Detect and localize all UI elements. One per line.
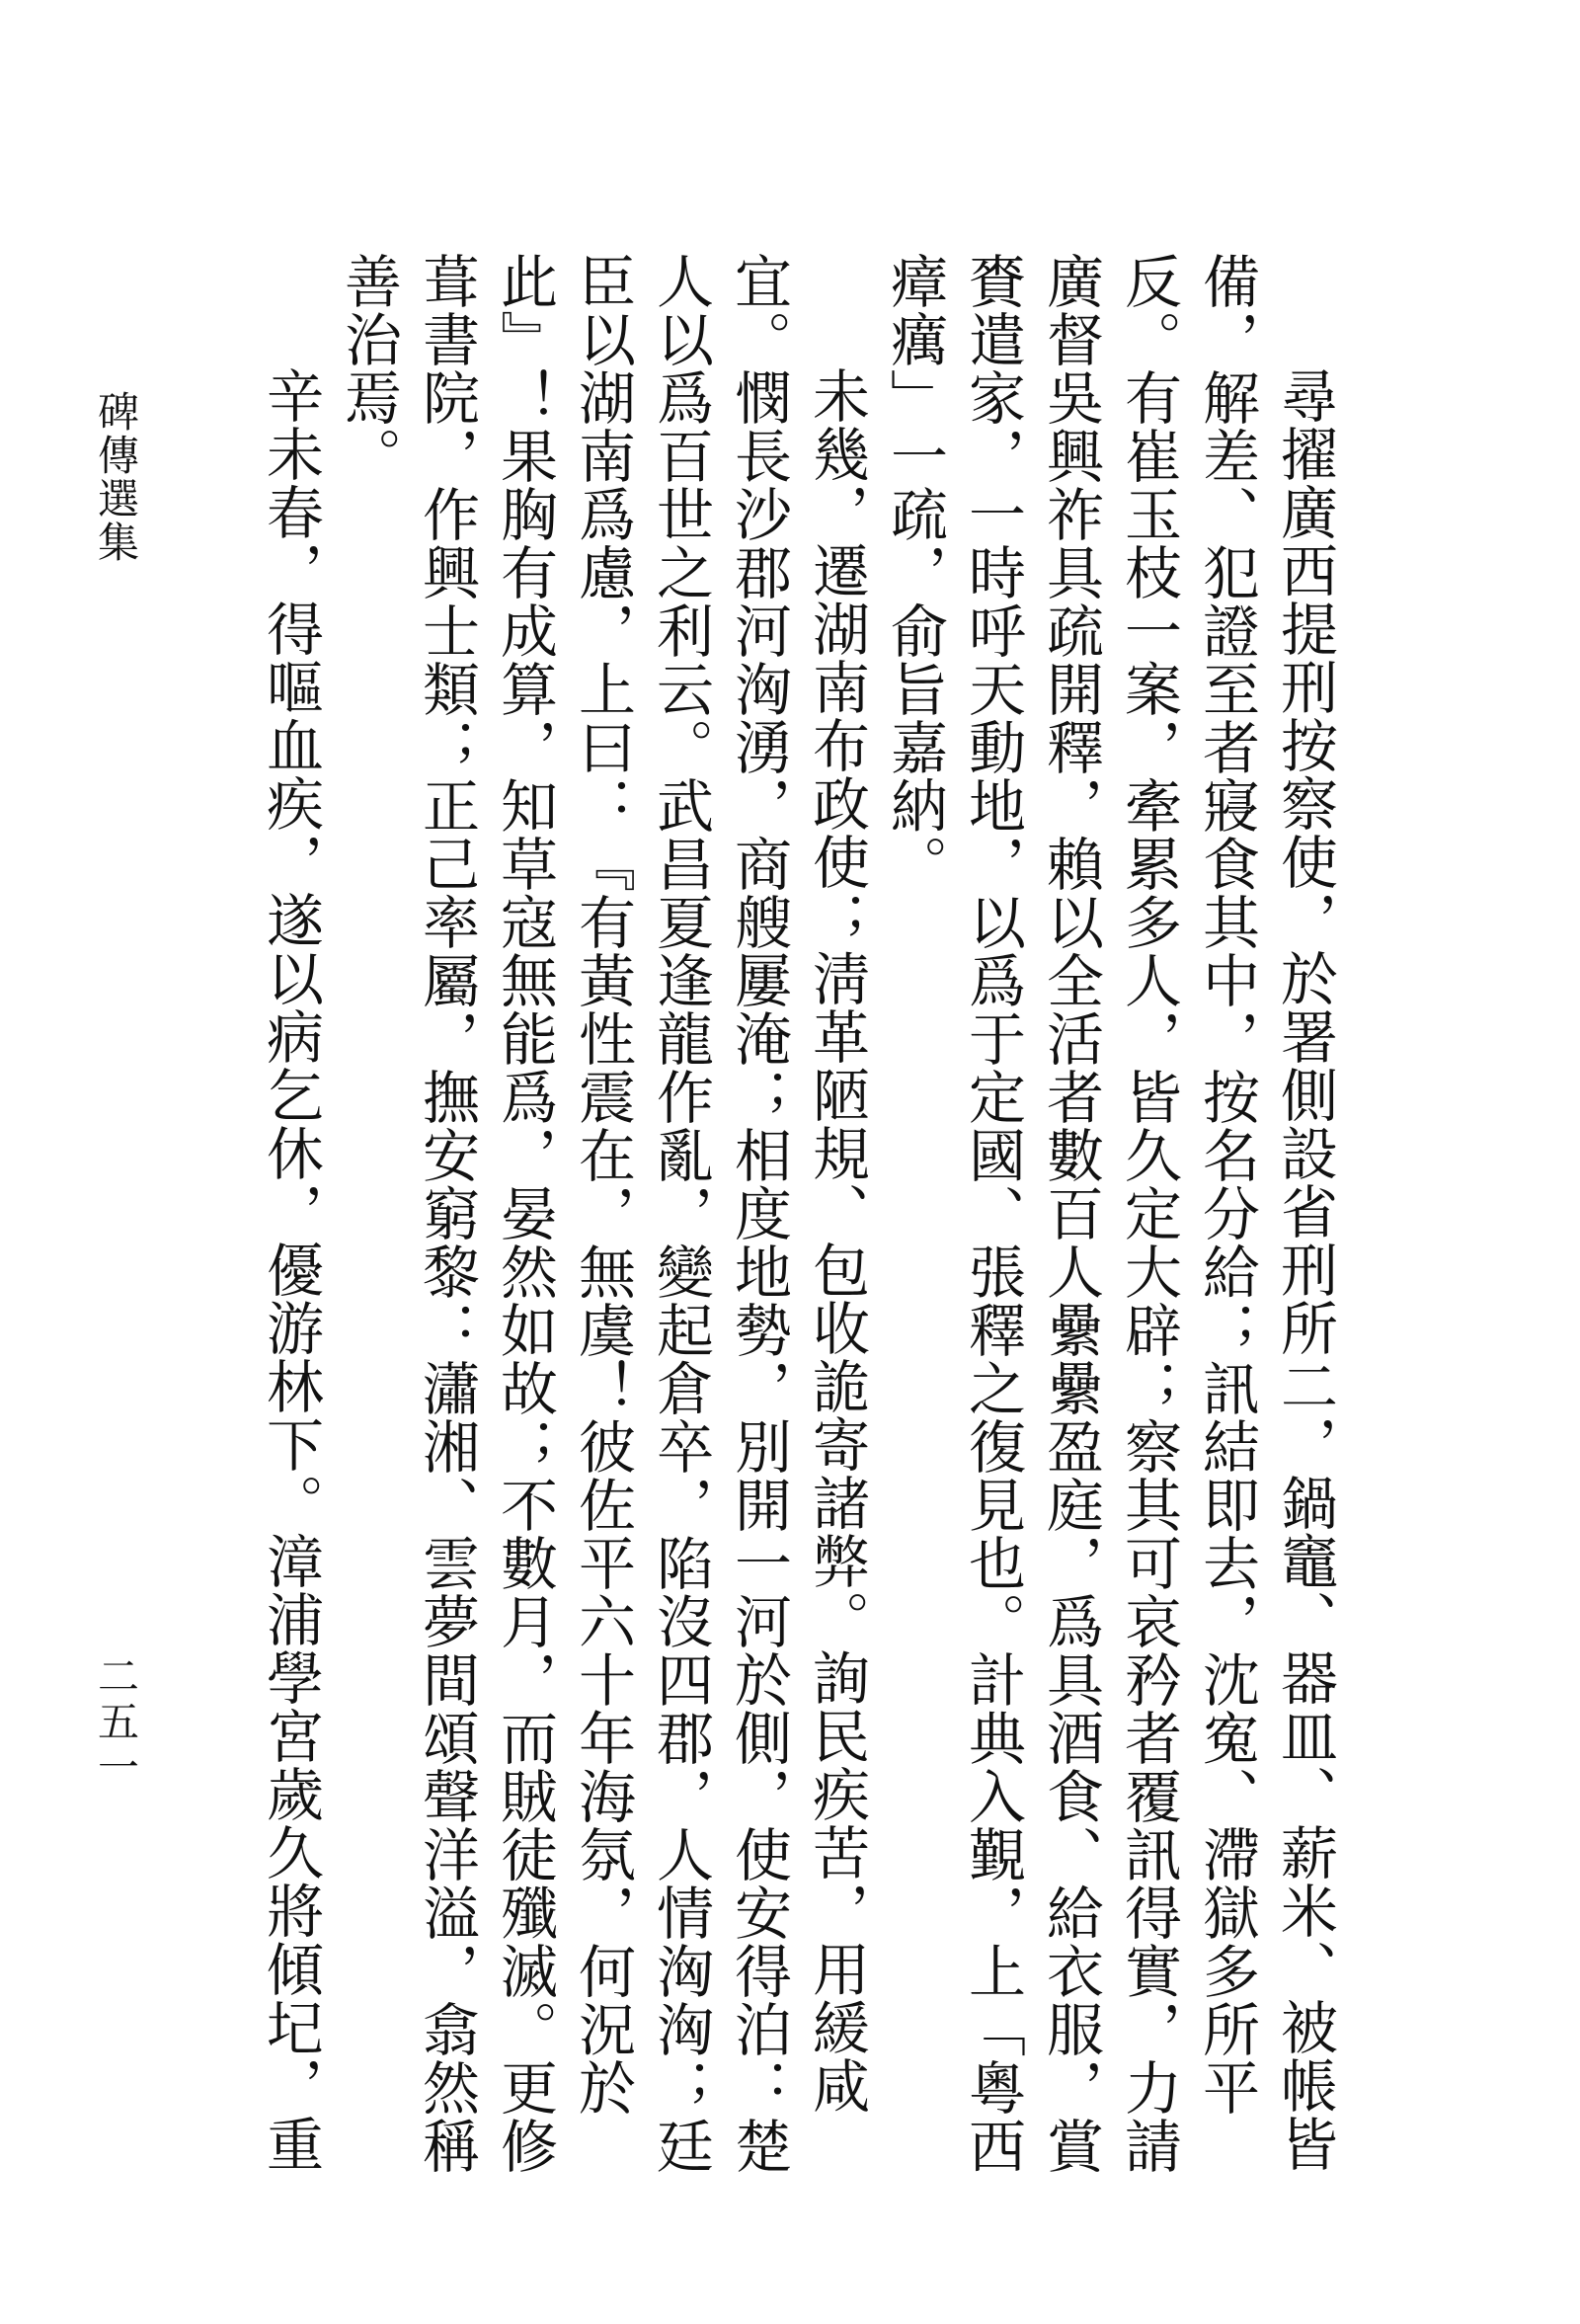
paragraph: 未幾，遷湖南布政使；淸革陋規、包收詭寄諸弊。詢民疾苦，用緩咸宜。憫長沙郡河洶湧，商艘屢淹；相度地勢，別開一河於側，使安得泊：楚人以爲百世之利云。武昌夏逢龍作亂，變起倉卒，陷沒四郡，人情洶洶；廷臣以湖南爲慮，上曰：『有黃性震在，無虞！彼佐平六十年海氛，何況於此』！果胸有成算，知草寇無能爲，晏然如故；不數月，而賊徒殲滅。更修葺書院，作興士類；正己率屬，撫安窮黎：瀟湘、雲夢間頌聲洋溢，翕然稱善治焉。: [335, 252, 870, 2175]
vertical-text-body: [247, 252, 1343, 2212]
running-title: 碑傳選集: [92, 390, 140, 564]
paragraph: 尋擢廣西提刑按察使，於署側設省刑所二，鍋竈、器皿、薪米、被帳皆備，解差、犯證至者寢食其中，按名分給；訊結即去，沈寃、滯獄多所平反。有崔玉枝一案，牽累多人，皆久定大辟；察其可哀矜者覆訊得實，力請廣督吳興祚具疏開釋，賴以全活者數百人纍纍盈庭，爲具酒食、給衣服，賞賚遣家，一時呼天動地，以爲于定國、張釋之復見也。計典入覲，上「粵西瘴癘」一疏，俞旨嘉納。: [881, 252, 1338, 2175]
paragraph: 辛未春，得嘔血疾，遂以病乞休，優游林下。漳浦學宮歲久將傾圮，重: [257, 366, 324, 2173]
page-number: 二五一: [92, 1654, 140, 1791]
